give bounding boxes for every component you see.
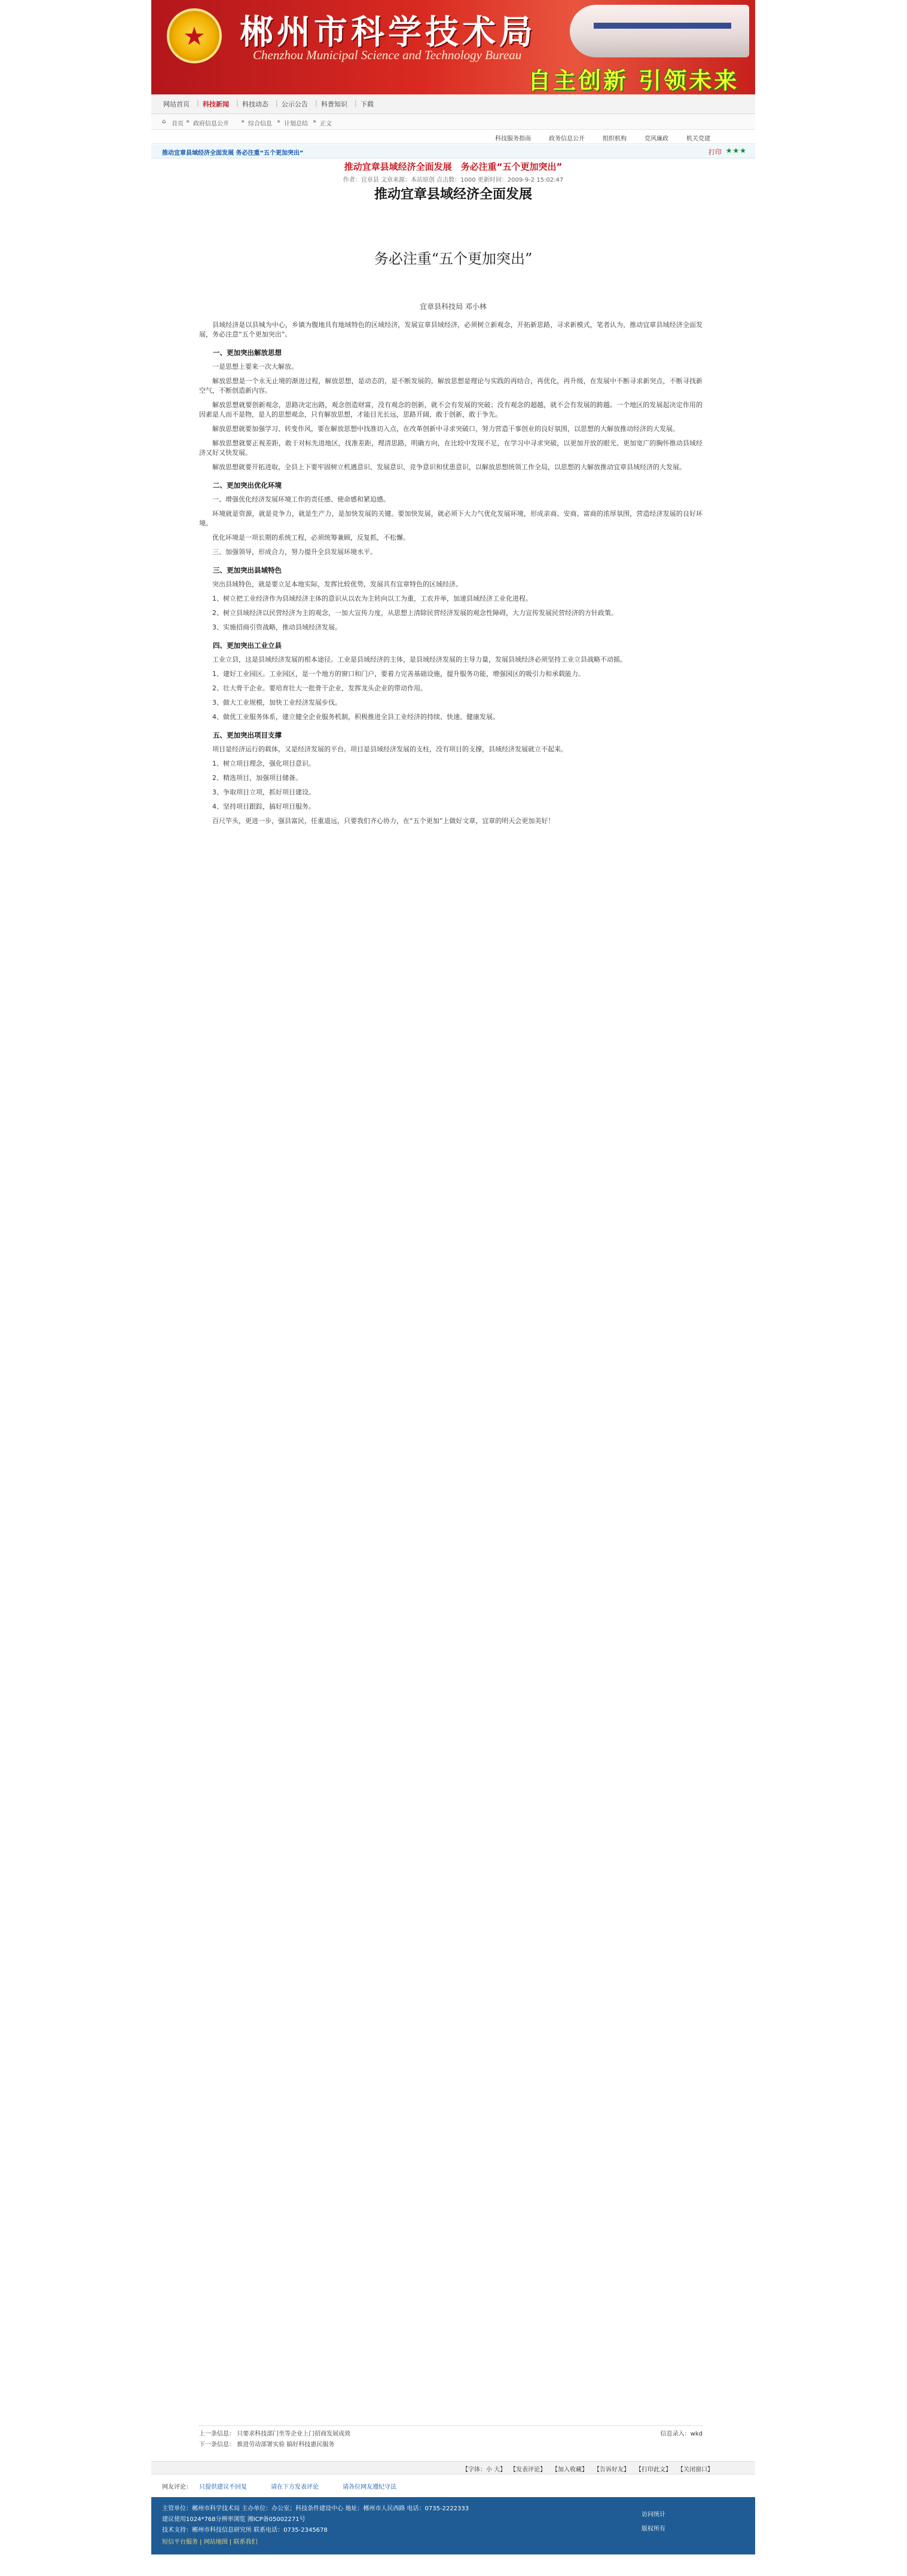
article-paragraph: 环境就是资源，就是竞争力，就是生产力，是加快发展的关键。要加快发展，就必须下大力气优化发展环境，形成亲商、安商、富商的浓厚氛围，营造经济发展的良好环境。: [199, 510, 703, 527]
article-paragraph: 解放思想就要正视差距，敢于对标先进地区，找准差距，理清思路，明确方向，在比较中发现不足，在学习中寻求突破，以更加开放的眼光、更加宽广的胸怀推动县域经济又好又快发展。: [199, 439, 703, 457]
article-paragraph: 解放思想是一个永无止境的渐进过程，解放思想，是动态的，是不断发展的，解放思想是理论与实践的再结合，再优化，再升级，在发展中不断寻求新突点，不断寻找新空气，不断创造新内容。: [199, 377, 703, 394]
copyright: 版权所有: [642, 2526, 665, 2532]
article-paragraph: 突出县域特色，就是要立足本地实际，发挥比较优势，发展具有宜章特色的区域经济。: [212, 580, 462, 588]
article-paragraph: 4、坚持项目跟踪，搞好项目服务。: [212, 803, 315, 810]
comment-link[interactable]: 只提供建议不回复: [199, 2484, 247, 2491]
nav-separator: |: [197, 99, 199, 107]
article-author: 宜章县科技局 邓小林: [420, 302, 487, 311]
close-window-button[interactable]: 【关闭窗口】: [677, 2467, 713, 2473]
article-paragraph: 优化环境是一项长期的系统工程，必须统筹兼顾，反复抓，不松懈。: [212, 534, 410, 541]
article-paragraph: 项目是经济运行的载体，又是经济发展的平台。项目是县域经济发展的支柱，没有项目的支撑，县域经济发展就立不起来。: [212, 745, 567, 753]
article-body: [199, 320, 703, 831]
top-navigation: [151, 94, 755, 114]
favorite-button[interactable]: 【加入收藏】: [552, 2467, 588, 2473]
train-image: [570, 5, 749, 57]
article-paragraph: 2、壮大骨干企业。要培育壮大一批骨干企业，发挥龙头企业的带动作用。: [212, 684, 427, 692]
article-main-title: 推动宜章县域经济全面发展: [374, 187, 532, 202]
article-paragraph: 2、树立县域经济以民营经济为主的观念，一加大宣传力度，从思想上清除民营经济发展的观念性障碍，大力宣传发展民营经济的方针政策。: [212, 609, 618, 617]
article-meta: 作者：宜章县 文章来源：本站原创 点击数：1000 更新时间：2009-9-2 15:02:47: [343, 177, 564, 183]
breadcrumb-item: 正文: [320, 121, 332, 127]
nav-item-news[interactable]: 科技新闻: [203, 100, 229, 108]
section-heading: 二、更加突出优化环境: [213, 481, 282, 489]
footer-links[interactable]: 短信平台服务 | 网站地图 | 联系我们: [162, 2539, 258, 2546]
footer-line: 建议使用1024*768分辨率浏览 湘ICP备05002271号: [162, 2516, 306, 2523]
breadcrumb-sep: »: [241, 118, 245, 125]
notice-text: 推动宜章县域经济全面发展 务必注重“五个更加突出”: [162, 150, 304, 157]
article-paragraph: 4、做优工业服务体系，建立健全企业服务机制，积极推进全县工业经济的持续、快速、健康发展。: [212, 713, 499, 721]
category-bar: [151, 130, 755, 144]
category-link[interactable]: 组织机构: [603, 136, 627, 142]
article-paragraph: 2、精选项目，加强项目储备。: [212, 774, 302, 782]
article-paragraph: 县域经济是以县城为中心，乡镇为腹地具有地域特色的区域经济，发展宣章县域经济，必须树立新观念，开拓新思路，寻求新模式，笔者认为，推动宜章县域经济全面发展，务必注意“五个更加突出”。: [199, 321, 703, 338]
nav-item-home[interactable]: 网站首页: [163, 100, 190, 108]
category-link[interactable]: 党风廉政: [645, 136, 668, 142]
article-toolbar: [151, 2461, 755, 2474]
rating-stars: ★★★: [725, 146, 747, 155]
print-icon[interactable]: 打印: [709, 148, 722, 156]
prev-article-link[interactable]: 上一条信息： 只要求科技部门坐等企业上门招商发展成效: [199, 2431, 351, 2437]
article-paragraph: 1、建好工业园区。工业园区，是一个地方的窗口和门户，要着力完善基础设施，提升服务功能，增强园区的吸引力和承载能力。: [212, 670, 585, 678]
article-paragraph: 1、树立项目理念，强化项目意识。: [212, 760, 315, 767]
section-heading: 四、更加突出工业立县: [213, 641, 282, 650]
comment-link[interactable]: 请在下方发表评论: [271, 2484, 319, 2491]
nav-item-dynamics[interactable]: 科技动态: [242, 100, 268, 108]
site-title-english: Chenzhou Municipal Science and Technology Bureau: [253, 48, 522, 62]
breadcrumb-item[interactable]: 首页: [172, 121, 184, 127]
section-heading: 五、更加突出项目支撑: [213, 731, 282, 739]
article-paragraph: 三、加强领导，形成合力，努力提升全县发展环境水平。: [212, 548, 377, 556]
breadcrumb: [151, 115, 755, 130]
site-title: 郴州市科学技术局: [240, 13, 536, 52]
article-paragraph: 解放思想就要加强学习、转变作风，要在解放思想中找准切入点，在改革创新中寻求突破口，努力营造干事创业的良好氛围，以思想的大解放推动经济的大发展。: [212, 425, 679, 433]
breadcrumb-sep: »: [186, 118, 190, 125]
article-notice-bar: [151, 145, 755, 158]
site-banner: [151, 0, 755, 94]
category-link[interactable]: 政务信息公开: [549, 136, 585, 142]
breadcrumb-sep: »: [277, 118, 281, 125]
article-sub-title: 务必注重“五个更加突出”: [374, 250, 533, 267]
home-icon: ⌂: [162, 118, 166, 125]
nav-separator: |: [236, 99, 239, 107]
page: [151, 0, 755, 2576]
next-article-link[interactable]: 下一条信息： 推进劳动部署实验 搞好科技惠民服务: [199, 2442, 335, 2448]
nav-item-science[interactable]: 科普知识: [321, 100, 347, 108]
article-paragraph: 一是思想上要来一次大解放。: [212, 363, 298, 371]
article-paragraph: 百尺竿头，更进一步，强县富民，任重道远，只要我们齐心协力，在“五个更加”上做好文章，宜章的明天会更加美好！: [212, 817, 555, 825]
breadcrumb-item[interactable]: 计划总结: [284, 121, 308, 127]
section-heading: 一、更加突出解放思想: [213, 348, 282, 357]
nav-separator: |: [355, 99, 357, 107]
comment-links: [151, 2478, 755, 2492]
footer-line: 主管单位：郴州市科学技术局 主办单位：办公室；科技条件建设中心 地址：郴州市人民西路 电话：0735-2222333: [162, 2505, 469, 2512]
comment-label: 网友评论：: [162, 2484, 192, 2491]
article-paragraph: 工业立县，这是县域经济发展的根本途径。工业是县域经济的主体，是县域经济发展的主导力量，发展县域经济必须坚持工业立县战略不动摇。: [212, 656, 627, 663]
section-heading: 三、更加突出县域特色: [213, 566, 282, 574]
article: [151, 160, 755, 2448]
category-link[interactable]: 机关党建: [686, 136, 710, 142]
breadcrumb-sep: »: [313, 118, 317, 125]
category-link[interactable]: 科技服务指南: [495, 136, 531, 142]
related-links: [199, 2425, 703, 2456]
article-paragraph: 解放思想就要创新观念，思路决定出路，观念创造财富，没有观念的创新，就不会有发展的突破；没有观念的超越，就不会有发展的跨越。一个地区的发展起决定作用的因素是人而不是物，是人的思想观念，只有解放思想，才能目光长远，思路开阔，敢于创新，敢于争先。: [199, 401, 703, 418]
footer-line: 技术支持：郴州市科技信息研究所 联系电话：0735-2345678: [162, 2527, 328, 2534]
print-button[interactable]: 【打印此文】: [636, 2467, 671, 2473]
nav-item-download[interactable]: 下载: [361, 100, 374, 108]
nav-separator: |: [315, 99, 317, 107]
breadcrumb-item[interactable]: 政府信息公开: [193, 121, 229, 127]
article-head-title: 推动宜章县域经济全面发展 务必注重“五个更加突出”: [344, 161, 563, 172]
site-footer: [151, 2497, 755, 2554]
article-paragraph: 3、做大工业规模，加快工业经济发展步伐。: [212, 699, 341, 706]
nav-separator: |: [276, 99, 278, 107]
article-paragraph: 3、实施招商引资战略，推动县域经济发展。: [212, 623, 341, 631]
visit-counter: 访问统计: [642, 2511, 665, 2518]
article-paragraph: 3、争取项目立项，抓好项目建设。: [212, 788, 315, 796]
share-button[interactable]: 【告诉好友】: [594, 2467, 630, 2473]
comment-button[interactable]: 【发表评论】: [510, 2467, 546, 2473]
font-size-button[interactable]: 【字体：小 大】: [462, 2467, 506, 2473]
site-slogan: 自主创新 引领未来: [528, 68, 740, 94]
national-emblem-icon: [167, 8, 222, 63]
comment-link[interactable]: 请各位网友遵纪守法: [343, 2484, 396, 2491]
breadcrumb-item[interactable]: 综合信息: [248, 121, 272, 127]
article-paragraph: 解放思想就要开拓进取，全县上下要牢固树立机遇意识、发展意识、竞争意识和忧患意识，以解放思想统领工作全局，以思想的大解放推动宜章县域经济的大发展。: [212, 463, 686, 471]
nav-item-notices[interactable]: 公示公告: [282, 100, 308, 108]
article-paragraph: 一、增强优化经济发展环境工作的责任感、使命感和紧迫感。: [212, 495, 390, 503]
editor-label: 信息录入：wkd: [660, 2431, 703, 2437]
article-paragraph: 1、树立把工业经济作为县域经济主体的意识从以农为主转向以工为重，工农并举，加速县域经济工业化进程。: [212, 595, 532, 602]
